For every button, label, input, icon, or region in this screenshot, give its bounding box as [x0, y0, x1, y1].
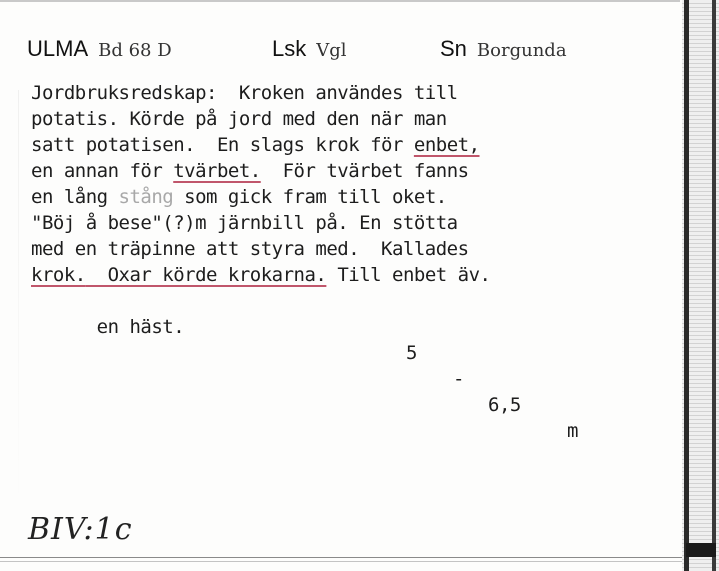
binding-notch	[686, 543, 716, 557]
handwritten-classification: BIV:1c	[28, 512, 133, 547]
binding-edge-right	[712, 0, 716, 571]
card-body-text	[31, 80, 671, 442]
sn-field	[440, 36, 567, 62]
text-line-3	[31, 132, 671, 158]
card-bottom-edge	[0, 557, 690, 558]
text-line-8	[31, 262, 671, 288]
text-line-5-a: en lång	[31, 186, 119, 208]
card-top-edge	[0, 0, 680, 2]
lsk-field	[272, 36, 347, 62]
text-line-8-c: Till enbet äv.	[326, 264, 491, 286]
text-line-4	[31, 158, 671, 184]
text-line-4-c: För tvärbet fanns	[260, 160, 469, 182]
ulma-label: ULMA	[27, 36, 89, 61]
measure-from: 5	[406, 342, 417, 364]
card-margin-shadow	[18, 90, 19, 510]
card-bottom-edge-shadow	[0, 561, 690, 562]
lsk-value: Vgl	[316, 40, 347, 61]
underlined-tvarbet: tvärbet.	[173, 160, 261, 182]
text-line-5-c: som gick fram till oket.	[173, 186, 447, 208]
underlined-oxar-korde-krokarna: Oxar körde krokarna.	[85, 264, 327, 286]
lsk-label: Lsk	[272, 36, 307, 61]
measure-to: 6,5	[488, 394, 521, 416]
text-line-6: "Böj å bese"(?)m järnbill på. En stötta	[31, 212, 458, 234]
underlined-krok: krok.	[31, 264, 86, 286]
text-line-1: Jordbruksredskap: Kroken användes till	[31, 82, 458, 104]
text-line-9	[31, 288, 671, 442]
text-line-7: med en träpinne att styra med. Kallades	[31, 238, 469, 260]
sn-label: Sn	[440, 36, 467, 61]
sn-value: Borgunda	[476, 40, 567, 61]
faint-word-stang: stång	[118, 186, 174, 208]
ulma-value: Bd 68 D	[98, 40, 172, 61]
text-line-2: potatis. Körde på jord med den när man	[31, 108, 447, 130]
ulma-field	[27, 36, 172, 62]
binding-edge-left	[684, 0, 689, 571]
text-line-9-a: en häst.	[96, 316, 185, 338]
underlined-enbet: enbet,	[413, 134, 480, 156]
measure-dash: -	[453, 368, 464, 390]
text-line-3-a: satt potatisen. En slags krok för	[31, 134, 414, 156]
text-line-5	[31, 184, 671, 210]
text-line-4-a: en annan för	[31, 160, 174, 182]
measure-unit: m	[567, 420, 578, 442]
